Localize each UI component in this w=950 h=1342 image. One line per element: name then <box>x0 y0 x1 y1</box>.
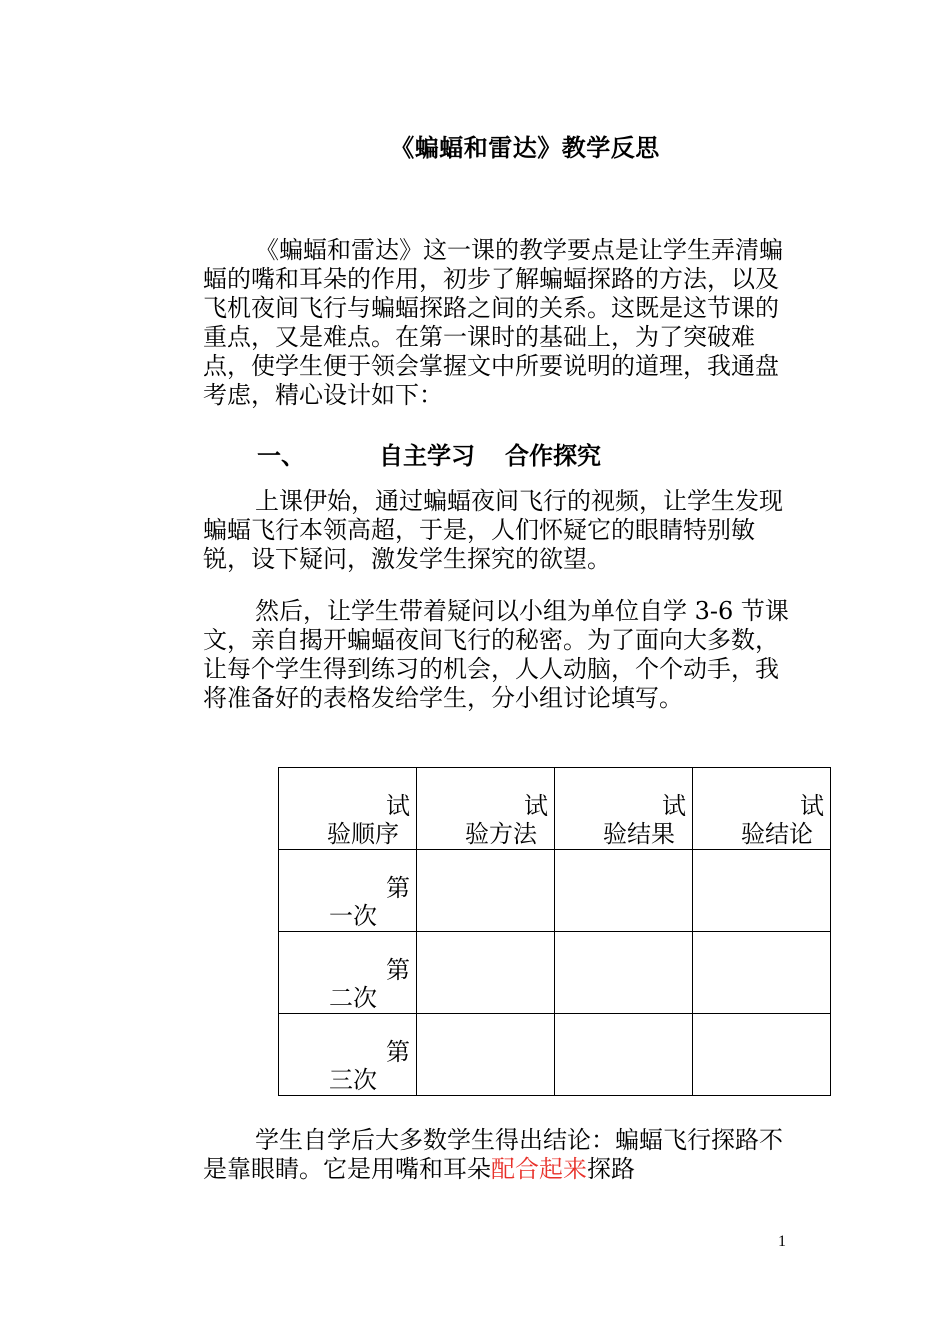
empty-cell <box>555 932 693 1014</box>
empty-cell <box>693 850 831 932</box>
section-number: 一、 <box>257 441 305 470</box>
paragraph-3: 然后，让学生带着疑问以小组为单位自学 3-6 节课文，亲自揭开蝙蝠夜间飞行的秘密。为了面向大多数，让每个学生得到练习的机会，人人动脑，个个动手，我将准备好的表格发给学生，分小组讨论填写。 <box>203 597 789 712</box>
intro-paragraph: 《蝙蝠和雷达》这一课的教学要点是让学生弄清蝙蝠的嘴和耳朵的作用，初步了解蝙蝠探路的方法，以及飞机夜间飞行与蝙蝠探路之间的关系。这既是这节课的重点，又是难点。在第一课时的基础上，为了突破难点，使学生便于领会掌握文中所要说明的道理，我通盘考虑，精心设计如下： <box>203 236 783 409</box>
table-row <box>279 850 831 932</box>
experiment-table <box>278 767 831 1096</box>
paragraph-4-tail: 探路 <box>587 1155 635 1183</box>
empty-cell <box>417 850 555 932</box>
document-title: 《蝙蝠和雷达》教学反思 <box>390 133 660 162</box>
table-row <box>279 932 831 1014</box>
empty-cell <box>693 932 831 1014</box>
empty-cell <box>693 1014 831 1096</box>
section-heading-part-b: 合作探究 <box>505 441 601 470</box>
highlighted-text: 配合起来 <box>491 1155 587 1183</box>
page-number: 1 <box>778 1233 786 1250</box>
section-heading-part-a: 自主学习 <box>379 441 475 470</box>
empty-cell <box>555 1014 693 1096</box>
paragraph-2: 上课伊始，通过蝙蝠夜间飞行的视频，让学生发现蝙蝠飞行本领高超，于是，人们怀疑它的眼睛特别敏锐，设下疑问，激发学生探究的欲望。 <box>203 487 783 573</box>
table-header-cell: 试 验结论 <box>693 768 831 850</box>
row-label-cell: 第 二次 <box>279 932 417 1014</box>
table-row <box>279 1014 831 1096</box>
row-label-cell: 第 一次 <box>279 850 417 932</box>
paragraph-4-text: 学生自学后大多数学生得出结论：蝙蝠飞行探路不是靠眼睛。它是用嘴和耳朵 <box>203 1126 783 1183</box>
table-header-cell: 试 验顺序 <box>279 768 417 850</box>
paragraph-4 <box>203 1126 793 1184</box>
empty-cell <box>555 850 693 932</box>
section-heading <box>257 436 601 471</box>
row-label-cell: 第 三次 <box>279 1014 417 1096</box>
empty-cell <box>417 1014 555 1096</box>
table-header-row <box>279 768 831 850</box>
empty-cell <box>417 932 555 1014</box>
table-header-cell: 试 验方法 <box>417 768 555 850</box>
table-header-cell: 试 验结果 <box>555 768 693 850</box>
